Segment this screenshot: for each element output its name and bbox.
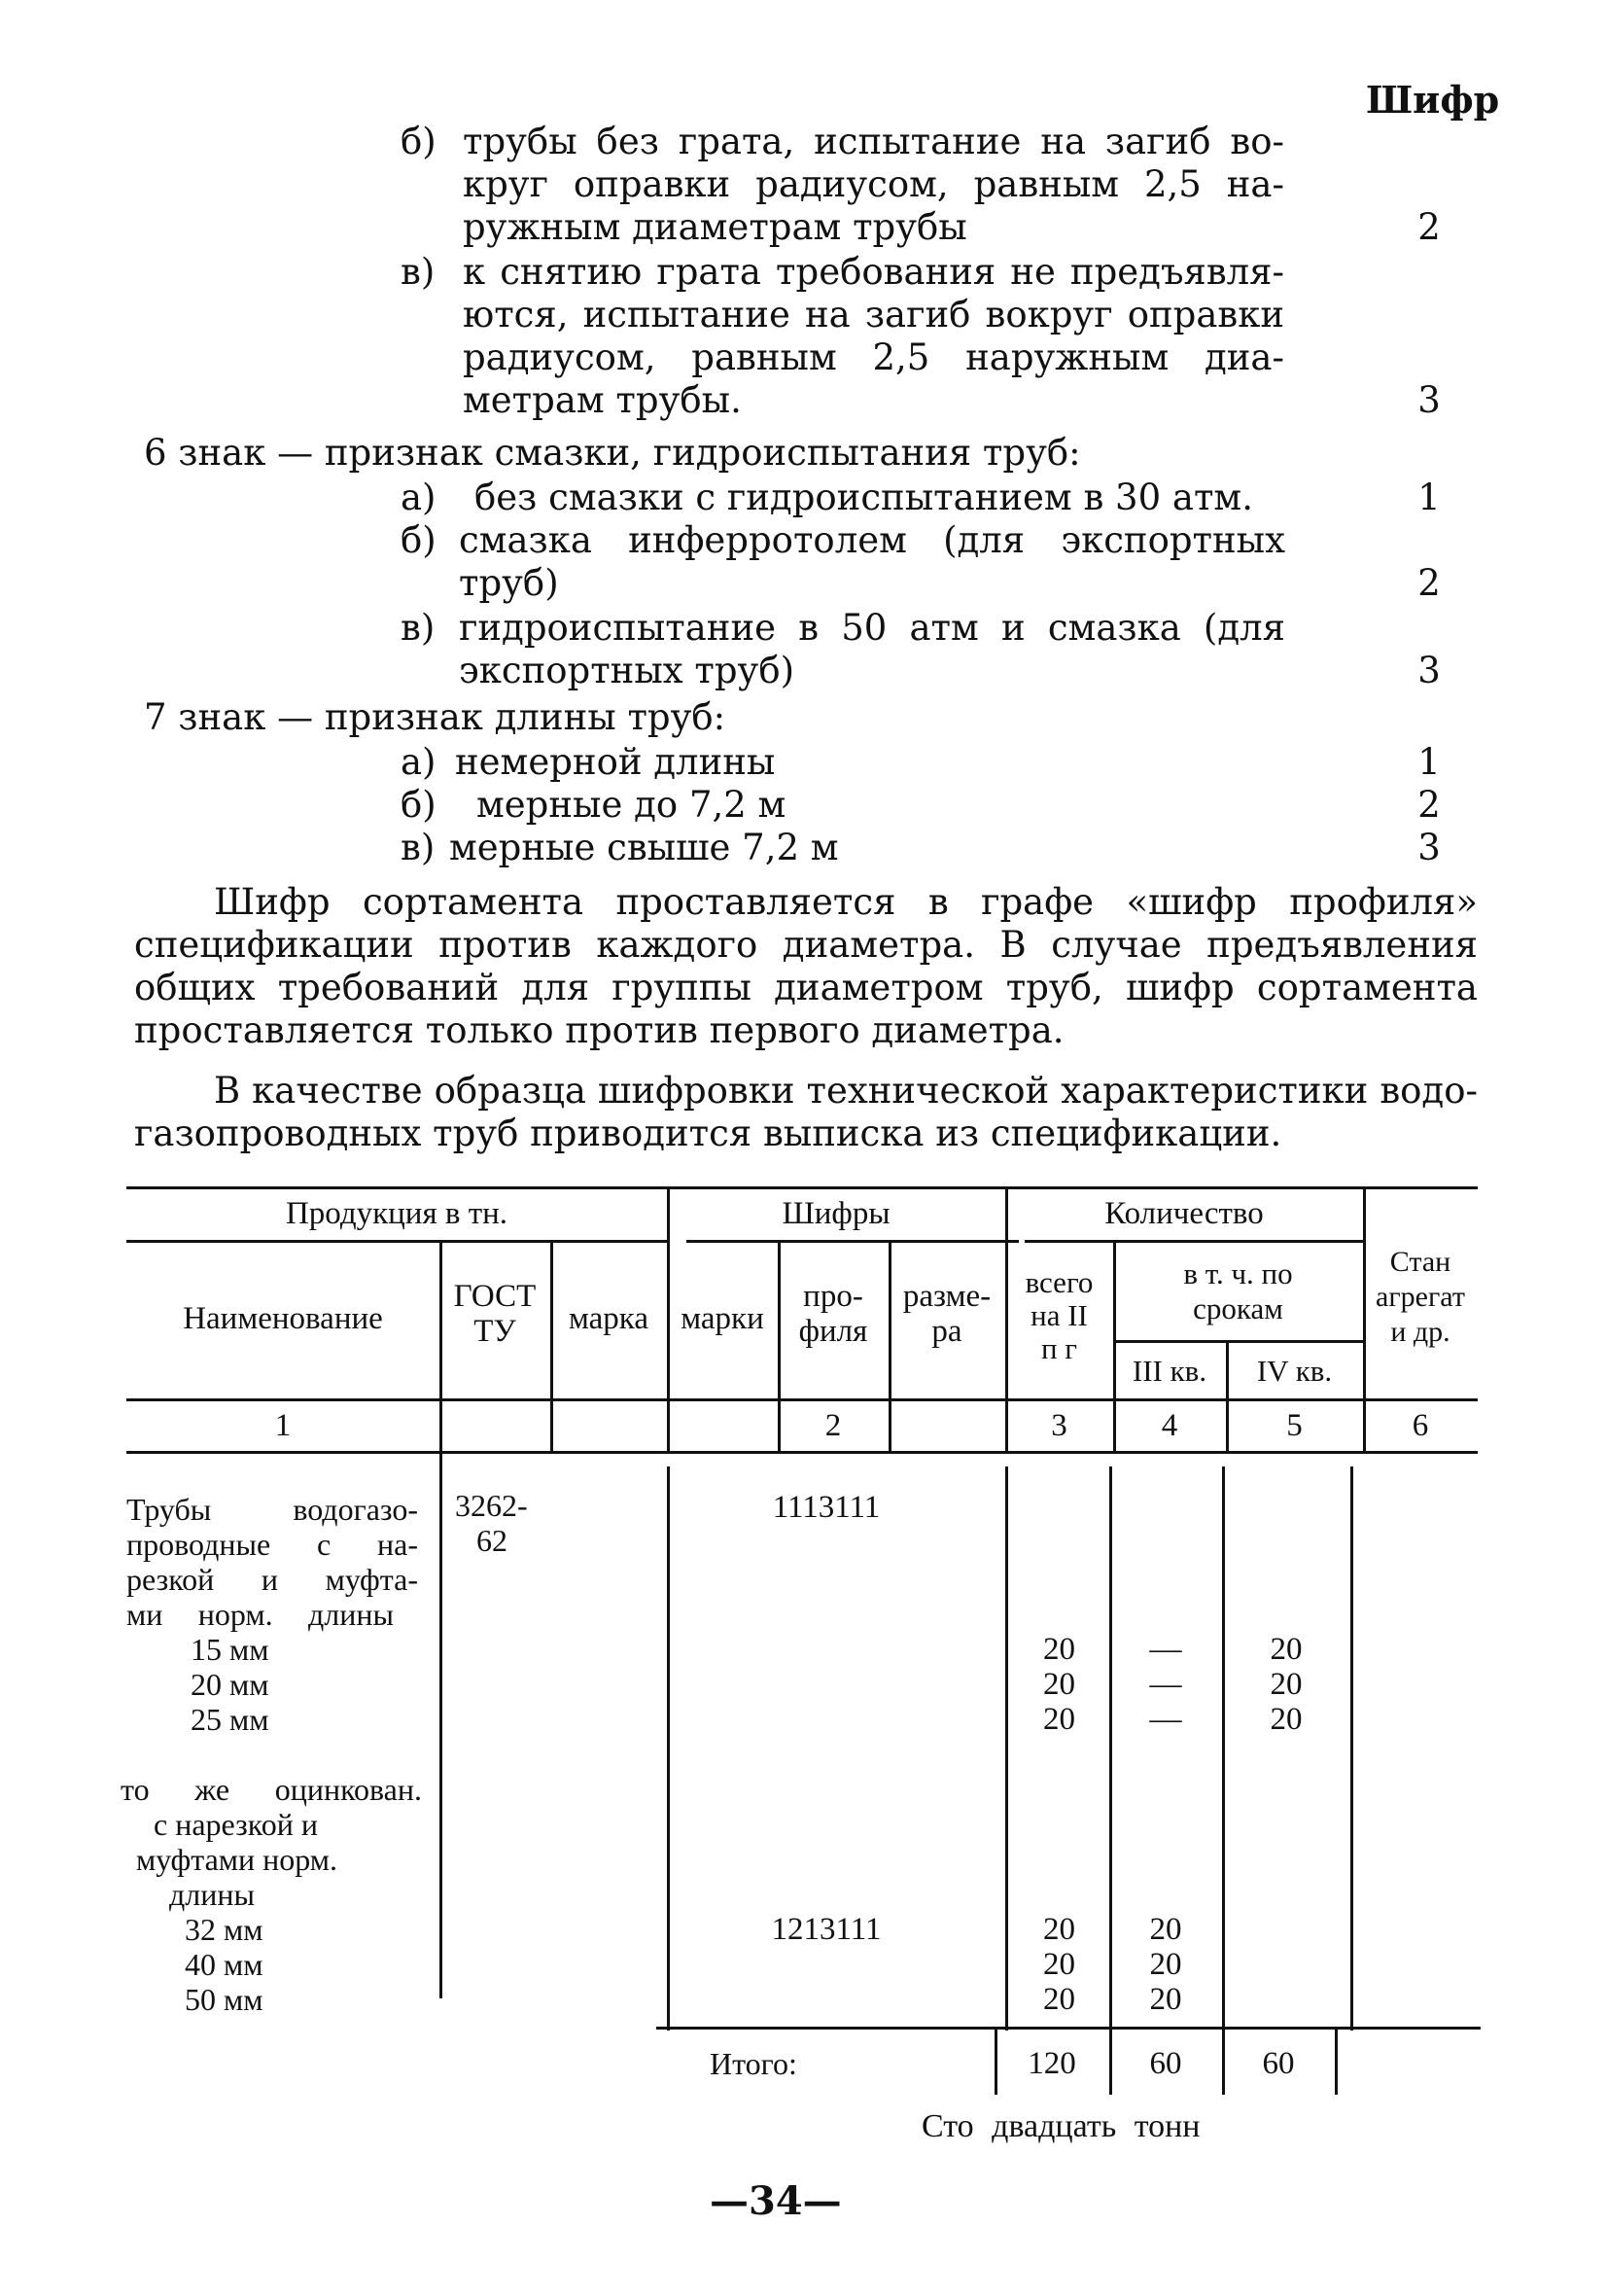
header-total: всего на II п г: [1025, 1265, 1094, 1365]
list-item-line: мерные до 7,2 м: [476, 784, 786, 826]
profile-code: 1113111: [772, 1490, 881, 1525]
table-rule: [1222, 1466, 1225, 2095]
code-value: 3: [1417, 379, 1441, 421]
header-products: Продукция в тн.: [285, 1196, 508, 1231]
header-mill: Стан агрегат и др.: [1376, 1246, 1465, 1348]
table-rule: [126, 1186, 1478, 1189]
list-item-line: круг оправки радиусом, равным 2,5 на-: [463, 163, 1284, 205]
total-in-words: Сто двадцать тонн: [922, 2108, 1201, 2144]
header-code-profile: про- филя: [798, 1279, 868, 1349]
q4-total: 60: [1262, 2046, 1295, 2081]
size-value: 32 мм: [185, 1912, 263, 1947]
q3-value: 20: [1149, 1947, 1182, 1982]
size-value: 50 мм: [185, 1982, 263, 2017]
q3-value: 20: [1149, 1982, 1182, 2017]
list-item-line: к снятию грата требования не предъявля-: [463, 251, 1284, 293]
list-item-line: ружным диаметрам трубы: [463, 206, 967, 248]
paragraph-line: В качестве образца шифровки технической характеристики водо-: [214, 1070, 1478, 1112]
list-item-line: смазка инферротолем (для экспортных: [459, 519, 1285, 561]
code-value: 2: [1417, 562, 1441, 604]
header-gost: ГОСТ ТУ: [453, 1279, 537, 1349]
product-name-line: муфтами норм.: [136, 1842, 338, 1877]
list-item-line: мерные свыше 7,2 м: [449, 827, 839, 868]
column-number: 4: [1161, 1408, 1178, 1443]
product-name-line: резкой и муфта-: [126, 1562, 418, 1597]
gost-value: 62: [476, 1523, 507, 1558]
table-rule: [126, 1398, 1478, 1401]
q4-value: 20: [1270, 1632, 1303, 1667]
q3-value: —: [1149, 1632, 1182, 1667]
profile-code: 1213111: [771, 1912, 882, 1947]
header-by-period: в т. ч. по срокам: [1183, 1256, 1293, 1325]
q3-value: —: [1149, 1702, 1182, 1737]
list-marker-b: б): [401, 519, 437, 561]
list-marker-v: в): [401, 827, 436, 868]
sign7-title: 7 знак — признак длины труб:: [144, 696, 726, 738]
paragraph-line: Шифр сортамента проставляется в графе «шифр профиля»: [214, 881, 1478, 923]
header-quantity: Количество: [1104, 1196, 1264, 1231]
table-rule: [1335, 2027, 1338, 2095]
list-item-line: радиусом, равным 2,5 наружным диа-: [463, 336, 1284, 378]
code-value: 2: [1417, 206, 1441, 248]
list-item-line: трубы без грата, испытание на загиб во-: [463, 121, 1284, 162]
list-item-line: без смазки с гидроиспытанием в 30 атм.: [474, 477, 1253, 518]
size-value: 25 мм: [191, 1702, 269, 1737]
list-item-line: немерной длины: [455, 741, 776, 783]
table-rule: [656, 2027, 1481, 2030]
code-value: 1: [1417, 741, 1441, 783]
table-rule: [126, 1451, 1478, 1454]
size-value: 40 мм: [185, 1947, 263, 1982]
grand-total: 120: [1028, 2046, 1076, 2081]
q4-value: 20: [1270, 1667, 1303, 1702]
code-value: 2: [1417, 784, 1441, 826]
specification-table: [121, 1186, 1478, 2120]
product-name-line: то же оцинкован.: [121, 1772, 422, 1807]
product-name-line: Трубы водогазо-: [126, 1492, 418, 1527]
header-code-size: разме- ра: [902, 1279, 992, 1349]
product-name-line: с нарезкой и: [154, 1807, 318, 1842]
product-name-line: длины: [169, 1877, 255, 1912]
q3-total: 60: [1149, 2046, 1182, 2081]
q3-value: —: [1149, 1667, 1182, 1702]
code-value: 3: [1417, 827, 1441, 868]
product-name-line: проводные с на-: [126, 1527, 418, 1562]
code-column-header: Шифр: [1366, 78, 1500, 122]
code-value: 1: [1417, 477, 1441, 518]
total-value: 20: [1043, 1947, 1075, 1982]
list-item-line: метрам трубы.: [463, 379, 742, 421]
list-marker-v: в): [401, 607, 436, 649]
list-item-line: ются, испытание на загиб вокруг оправки: [463, 294, 1284, 336]
column-number: 6: [1412, 1408, 1429, 1443]
list-item-line: экспортных труб): [459, 650, 795, 691]
total-value: 20: [1043, 1982, 1075, 2017]
table-rule: [439, 1240, 442, 1998]
list-marker-a: а): [401, 477, 437, 518]
list-marker-v: в): [401, 251, 436, 293]
table-rule: [1350, 1466, 1353, 2031]
list-item-line: труб): [459, 562, 559, 604]
paragraph-line: спецификации против каждого диаметра. В случае предъявления: [134, 924, 1478, 966]
header-q4: IV кв.: [1256, 1354, 1333, 1388]
sign6-title: 6 знак — признак смазки, гидроиспытания труб:: [144, 432, 1081, 474]
table-rule: [667, 1466, 670, 2031]
header-codes: Шифры: [782, 1196, 891, 1231]
paragraph-line: общих требований для группы диаметром труб, шифр сортамента: [134, 967, 1478, 1008]
column-number: 1: [274, 1408, 292, 1443]
list-item-line: гидроиспытание в 50 атм и смазка (для: [459, 607, 1285, 649]
total-value: 20: [1043, 1912, 1075, 1947]
paragraph-line: газопроводных труб приводится выписка из спецификации.: [134, 1113, 1282, 1154]
page-number: —34—: [710, 2178, 842, 2224]
table-rule: [1113, 1340, 1363, 1343]
table-rule: [1025, 1240, 1363, 1243]
column-number: 3: [1051, 1408, 1067, 1443]
product-name-line: ми норм. длины: [126, 1597, 394, 1632]
table-rule: [686, 1240, 1019, 1243]
header-code-mark: марки: [681, 1301, 764, 1336]
q4-value: 20: [1270, 1702, 1303, 1737]
q3-value: 20: [1149, 1912, 1182, 1947]
table-rule: [126, 1240, 667, 1243]
header-q3: III кв.: [1132, 1354, 1207, 1388]
total-value: 20: [1043, 1702, 1075, 1737]
paragraph-line: проставляется только против первого диаметра.: [134, 1009, 1065, 1051]
code-value: 3: [1417, 650, 1441, 691]
total-value: 20: [1043, 1667, 1075, 1702]
header-name: Наименование: [183, 1301, 383, 1336]
size-value: 15 мм: [191, 1632, 269, 1667]
header-mark: марка: [569, 1301, 648, 1336]
column-number: 2: [824, 1408, 842, 1443]
column-number: 5: [1286, 1408, 1303, 1443]
list-marker-a: а): [401, 741, 437, 783]
table-rule: [550, 1240, 553, 1451]
total-label: Итого:: [710, 2046, 797, 2081]
gost-value: 3262-: [455, 1488, 528, 1523]
size-value: 20 мм: [191, 1667, 269, 1702]
list-marker-b: б): [401, 121, 437, 162]
total-value: 20: [1043, 1632, 1075, 1667]
list-marker-b: б): [401, 784, 437, 826]
